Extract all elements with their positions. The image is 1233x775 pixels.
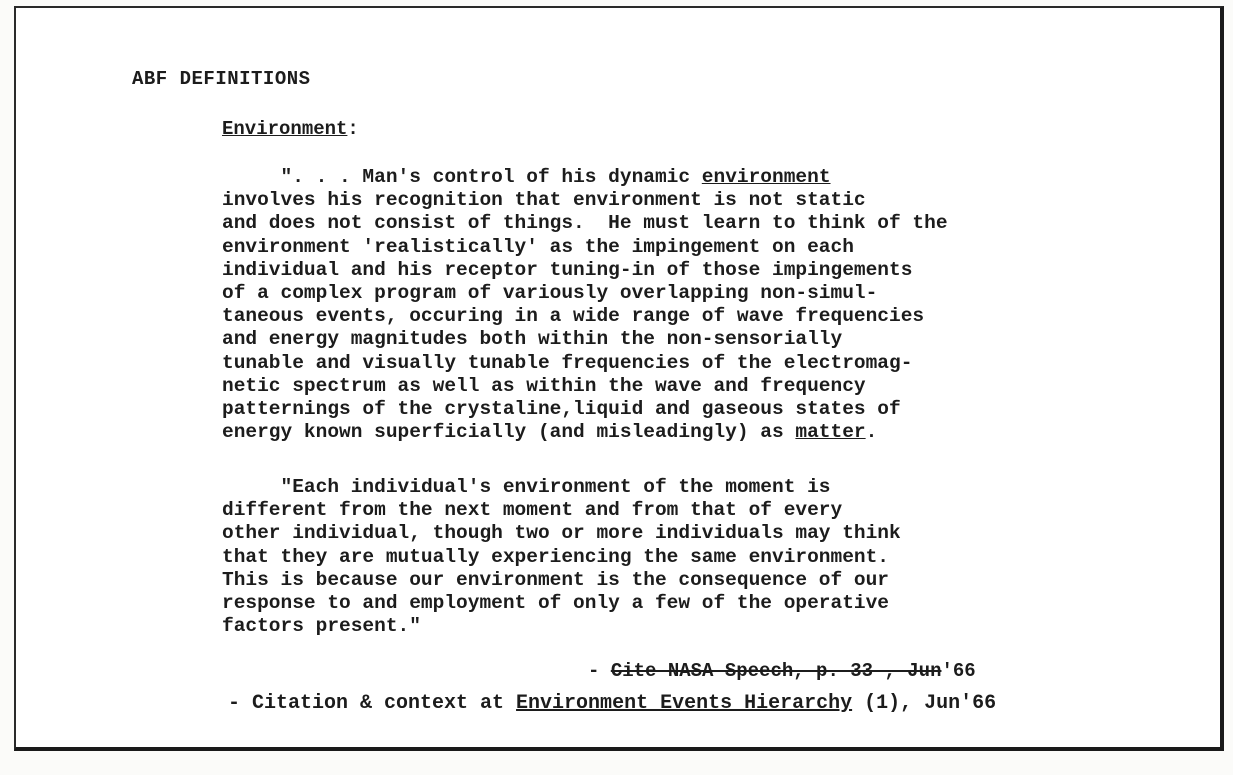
quote-paragraph-2 bbox=[222, 476, 1122, 638]
struck-citation bbox=[588, 660, 976, 682]
struck-citation-text: Cite NASA Speech, p. 33 , Jun bbox=[610, 660, 942, 682]
struck-citation-dash: - bbox=[588, 660, 611, 682]
paragraph1-line1-text: ". . . Man's control of his dynamic bbox=[280, 166, 702, 188]
section-title bbox=[222, 118, 359, 140]
section-title-colon: : bbox=[347, 118, 359, 140]
indent bbox=[222, 476, 281, 498]
paragraph1-line11: patternings of the crystaline,liquid and gaseous states of bbox=[222, 398, 901, 421]
paragraph1-line3: and does not consist of things. He must learn to think of the bbox=[222, 212, 948, 235]
paragraph1-line6: of a complex program of variously overlapping non-simul- bbox=[222, 282, 878, 305]
paragraph1-line10: netic spectrum as well as within the wave and frequency bbox=[222, 374, 866, 397]
section-title-text: Environment bbox=[222, 118, 348, 140]
struck-citation-date: '66 bbox=[941, 660, 976, 682]
paragraph1-line4: environment 'realistically' as the impingement on each bbox=[222, 235, 854, 258]
page-heading: ABF DEFINITIONS bbox=[132, 68, 311, 90]
paragraph2-line1: "Each individual's environment of the moment is bbox=[280, 476, 831, 498]
indent bbox=[222, 166, 281, 188]
paragraph1-line12-end: . bbox=[865, 421, 878, 444]
paragraph2-line5: This is because our environment is the consequence of our bbox=[222, 568, 890, 591]
paragraph2-line4: that they are mutually experiencing the same environment. bbox=[222, 545, 890, 568]
citation-suffix: (1), Jun'66 bbox=[852, 692, 997, 715]
underlined-term-environment: environment bbox=[701, 166, 831, 188]
paragraph1-line12-text: energy known superficially (and misleadingly) as bbox=[222, 421, 796, 444]
paragraph2-line3: other individual, though two or more individuals may think bbox=[222, 522, 901, 545]
paragraph1-line2: involves his recognition that environment is not static bbox=[222, 189, 866, 212]
citation-line bbox=[228, 692, 996, 715]
paragraph1-line7: taneous events, occuring in a wide range of wave frequencies bbox=[222, 305, 925, 328]
underlined-term-matter: matter bbox=[795, 421, 866, 444]
paragraph2-line6: response to and employment of only a few of the operative bbox=[222, 592, 890, 615]
citation-prefix: - Citation & context at bbox=[228, 692, 517, 715]
quote-paragraph-1 bbox=[222, 166, 1122, 444]
citation-link-environment-events-hierarchy[interactable]: Environment Events Hierarchy bbox=[516, 692, 853, 715]
paragraph1-line9: tunable and visually tunable frequencies of the electromag- bbox=[222, 351, 913, 374]
paragraph2-line2: different from the next moment and from that of every bbox=[222, 499, 843, 522]
paragraph1-line8: and energy magnitudes both within the non-sensorially bbox=[222, 328, 843, 351]
paragraph2-line7: factors present." bbox=[222, 615, 421, 638]
paragraph1-line5: individual and his receptor tuning-in of those impingements bbox=[222, 258, 913, 281]
